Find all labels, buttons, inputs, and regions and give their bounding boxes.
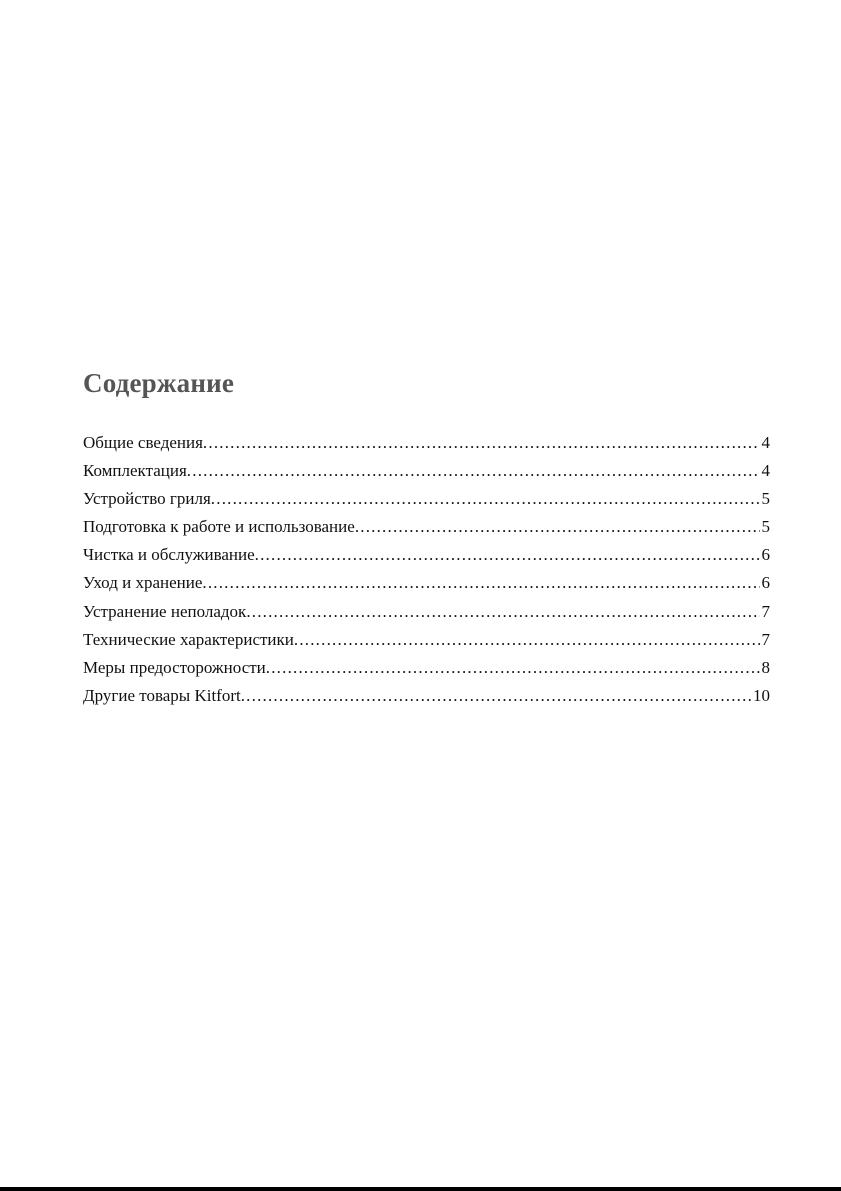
- toc-entry-title: Другие товары Kitfort: [83, 685, 241, 705]
- toc-entry-title: Чистка и обслуживание: [83, 545, 255, 565]
- toc-dot-leader: [355, 513, 760, 541]
- toc-dot-leader: [187, 457, 760, 485]
- toc-dot-leader: [246, 598, 759, 626]
- toc-entry-title: Технические характеристики: [83, 629, 294, 649]
- toc-dot-leader: [255, 541, 760, 569]
- toc-dot-leader: [294, 626, 760, 654]
- toc-dot-leader: [211, 485, 760, 513]
- toc-entry[interactable]: [83, 569, 770, 597]
- toc-entry[interactable]: [83, 654, 770, 682]
- toc-entry[interactable]: [83, 429, 770, 457]
- toc-entry[interactable]: [83, 626, 770, 654]
- toc-entry-page: 10: [753, 685, 770, 705]
- toc-dot-leader: [203, 429, 760, 457]
- toc-entry-title: Подготовка к работе и использование: [83, 517, 355, 537]
- toc-entry-page: 6: [761, 545, 770, 565]
- toc-entry-page: 5: [761, 517, 770, 537]
- toc-entry-title: Уход и хранение: [83, 573, 203, 593]
- toc-entry-page: 7: [761, 629, 770, 649]
- toc-entry-page: 5: [761, 489, 770, 509]
- toc-entry-title: Общие сведения: [83, 433, 203, 452]
- toc-entry-title: Устройство гриля: [83, 489, 211, 509]
- toc-dot-leader: [241, 682, 751, 710]
- table-of-contents: [83, 429, 770, 710]
- toc-entry-page: 6: [761, 573, 770, 593]
- toc-entry-page: 4: [761, 433, 770, 452]
- toc-entry[interactable]: [83, 457, 770, 485]
- toc-entry-page: 4: [761, 461, 770, 481]
- toc-entry-page: 7: [761, 601, 770, 621]
- toc-entry-title: Комплектация: [83, 461, 187, 481]
- toc-entry[interactable]: [83, 541, 770, 569]
- toc-entry-page: 8: [761, 657, 770, 677]
- toc-entry[interactable]: [83, 513, 770, 541]
- toc-entry-title: Меры предосторожности: [83, 657, 266, 677]
- toc-entry[interactable]: [83, 598, 770, 626]
- bottom-border-rule: [0, 1187, 841, 1191]
- toc-heading: Содержание: [83, 368, 235, 398]
- toc-entry[interactable]: [83, 682, 770, 710]
- toc-dot-leader: [266, 654, 760, 682]
- toc-entry[interactable]: [83, 485, 770, 513]
- toc-entry-title: Устранение неполадок: [83, 601, 247, 621]
- toc-dot-leader: [202, 569, 759, 597]
